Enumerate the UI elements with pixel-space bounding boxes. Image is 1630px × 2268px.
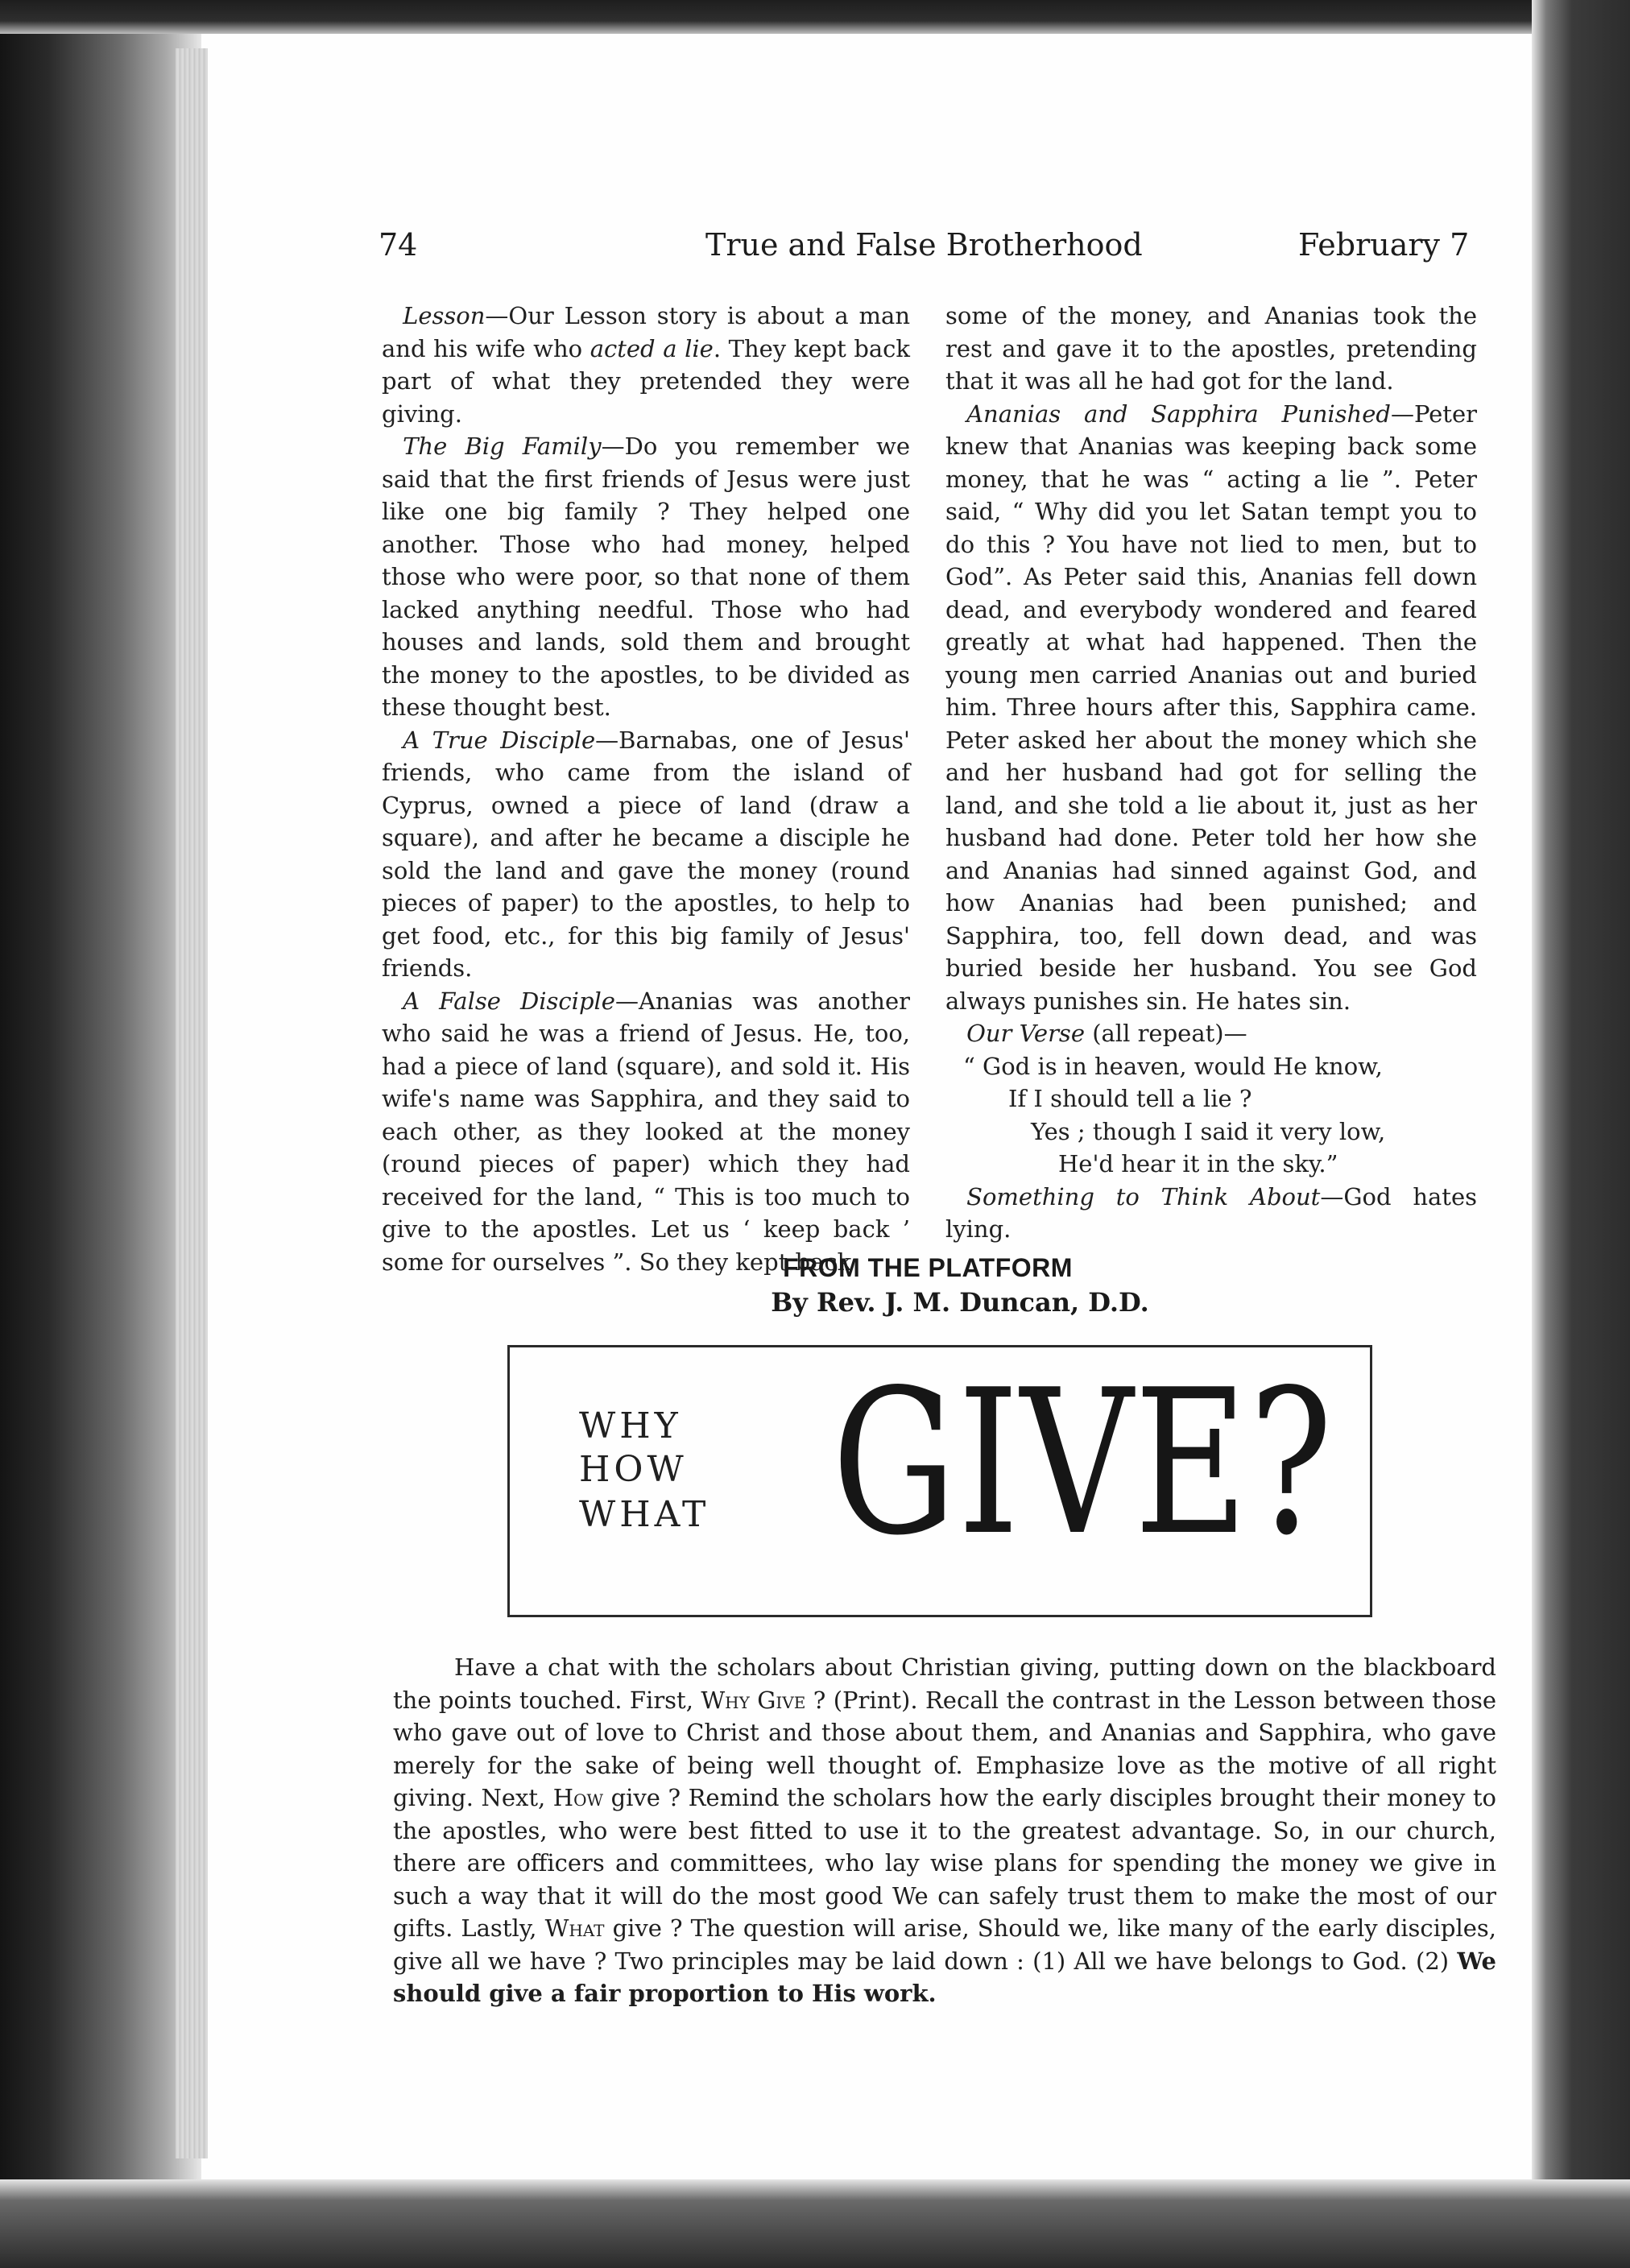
- lesson-emphasis: acted a lie: [590, 334, 714, 362]
- lesson-text-b: . They kept back part of what they pretended they were giving.: [382, 334, 910, 428]
- section-title: FROM THE PLATFORM: [783, 1253, 1073, 1282]
- our-verse-paragraph: [945, 1017, 1477, 1050]
- body-smallcaps: What: [544, 1914, 605, 1942]
- verse-line: He'd hear it in the sky.”: [1058, 1150, 1338, 1177]
- diagram-word-what: WHAT: [579, 1494, 710, 1535]
- true-disciple-paragraph: [382, 724, 910, 985]
- lesson-paragraph: [382, 300, 910, 430]
- body-smallcaps: Why Give: [701, 1686, 806, 1714]
- big-family-text: —Do you remember we said that the first friends of Jesus were just like one big family ? They helped one another. Those who had money, helped those who were poor, so that none of them lacked anything needful. Those who had houses and lands, sold them and brought the money to the apostles, to be divided as these thought best.: [382, 432, 910, 721]
- platform-body-paragraph: [393, 1651, 1496, 2010]
- body-text: Have a chat with the scholars about Christian giving, putting down on the blackboard the points touched. First,: [393, 1653, 1496, 1714]
- true-disciple-text: —Barnabas, one of Jesus' friends, who came from the island of Cyprus, owned a piece of land (draw a square), and after he became a disciple he sold the land and gave the money (round pieces of paper) to the apostles, to help to get food, etc., for this big family of Jesus' friends.: [382, 726, 910, 982]
- big-family-paragraph: [382, 430, 910, 724]
- punished-text: —Peter knew that Ananias was keeping back some money, that he was “ acting a lie ”. Peter said, “ Why did you let Satan tempt you to do this ? You have not lied to men, but to God”. As Peter said this, Ananias fell down dead, and everybody wondered and feared greatly at what had happened. Then the young men carried Ananias out and buried him. Three hours after this, Sapphira came. Peter asked her about the money which she and her husband had got for selling the land, and she told a lie about it, just as her husband had done. Peter told her how she and Ananias had sinned against God, and how Ananias had been punished; and Sapphira, too, fell down dead, and was buried beside her husband. You see God always punishes sin. He hates sin.: [945, 399, 1477, 1015]
- scan-right-border: [1532, 0, 1630, 2268]
- false-disciple-paragraph: [382, 985, 910, 1279]
- our-verse-subhead: Our Verse: [966, 1020, 1085, 1047]
- continuation-paragraph: some of the money, and Ananias took the rest and gave it to the apostles, pretending that it was all he had got for the land.: [945, 302, 1477, 395]
- page-date: February 7: [1298, 227, 1470, 263]
- page-stack-edges: [176, 48, 208, 2158]
- diagram-big-word: GIVE?: [832, 1347, 1334, 1579]
- lesson-text-a: —Our Lesson story is about a man and his wife who: [382, 302, 910, 362]
- false-disciple-text: —Ananias was another who said he was a friend of Jesus. He, too, had a piece of land (square), and sold it. His wife's name was Sapphira, and they said to each other, as they looked at the money (round pieces of paper) which they had received for the land, “ This is too much to give to the apostles. Let us ‘ keep back ’ some for ourselves ”. So they kept back: [382, 987, 910, 1276]
- body-text: ? (Print). Recall the contrast in the Lesson between those who gave out of love to Christ and those about them, and Ananias and Sapphira, who gave merely for the sake of being well thought of. Emphasize love as the motive of all right giving. Next,: [393, 1686, 1497, 1811]
- diagram-word-why: WHY: [579, 1405, 682, 1446]
- body-text: give ? Remind the scholars how the early disciples brought their money to the apostles, who were best fitted to use it to the greatest advantage. So, in our church, there are officers and committees, who lay wise plans for spending the money we give in such a way that it will do the most good We can safely trust them to make the most of our gifts. Lastly,: [393, 1784, 1496, 1942]
- punished-subhead: Ananias and Sapphira Punished: [966, 399, 1391, 428]
- body-text: give ? The question will arise, Should we, like many of the early disciples, give all we have ? Two principles may be laid down : (1) All we have belongs to God. (2): [393, 1914, 1496, 1975]
- think-about-paragraph: [945, 1181, 1477, 1246]
- punished-paragraph: [945, 398, 1477, 1018]
- our-verse-text: (all repeat)—: [1084, 1020, 1247, 1047]
- body-smallcaps: How: [552, 1784, 604, 1811]
- diagram-word-how: HOW: [579, 1449, 688, 1490]
- verse-line: “ God is in heaven, would He know,: [963, 1052, 1383, 1080]
- big-family-subhead: The Big Family: [403, 432, 602, 460]
- scan-bottom-border: [0, 2179, 1630, 2268]
- page-title: True and False Brotherhood: [705, 227, 1143, 263]
- false-disciple-subhead: A False Disciple: [403, 987, 615, 1015]
- verse-line: Yes ; though I said it very low,: [1031, 1117, 1386, 1145]
- lesson-subhead: Lesson: [403, 302, 486, 329]
- section-byline: By Rev. J. M. Duncan, D.D.: [771, 1287, 1149, 1318]
- right-column: [945, 300, 1477, 1246]
- blackboard-diagram: [507, 1345, 1372, 1617]
- think-about-subhead: Something to Think About: [966, 1182, 1321, 1211]
- think-about-text: —God hates lying.: [945, 1182, 1477, 1243]
- left-column: [382, 300, 910, 1278]
- verse-line: If I should tell a lie ?: [1008, 1085, 1252, 1112]
- scan-left-border: [0, 0, 201, 2268]
- scan-top-border: [0, 0, 1630, 34]
- body-text-final: We should give a fair proportion to His work.: [393, 1947, 1496, 2007]
- page-number: 74: [379, 227, 418, 263]
- true-disciple-subhead: A True Disciple: [403, 726, 596, 754]
